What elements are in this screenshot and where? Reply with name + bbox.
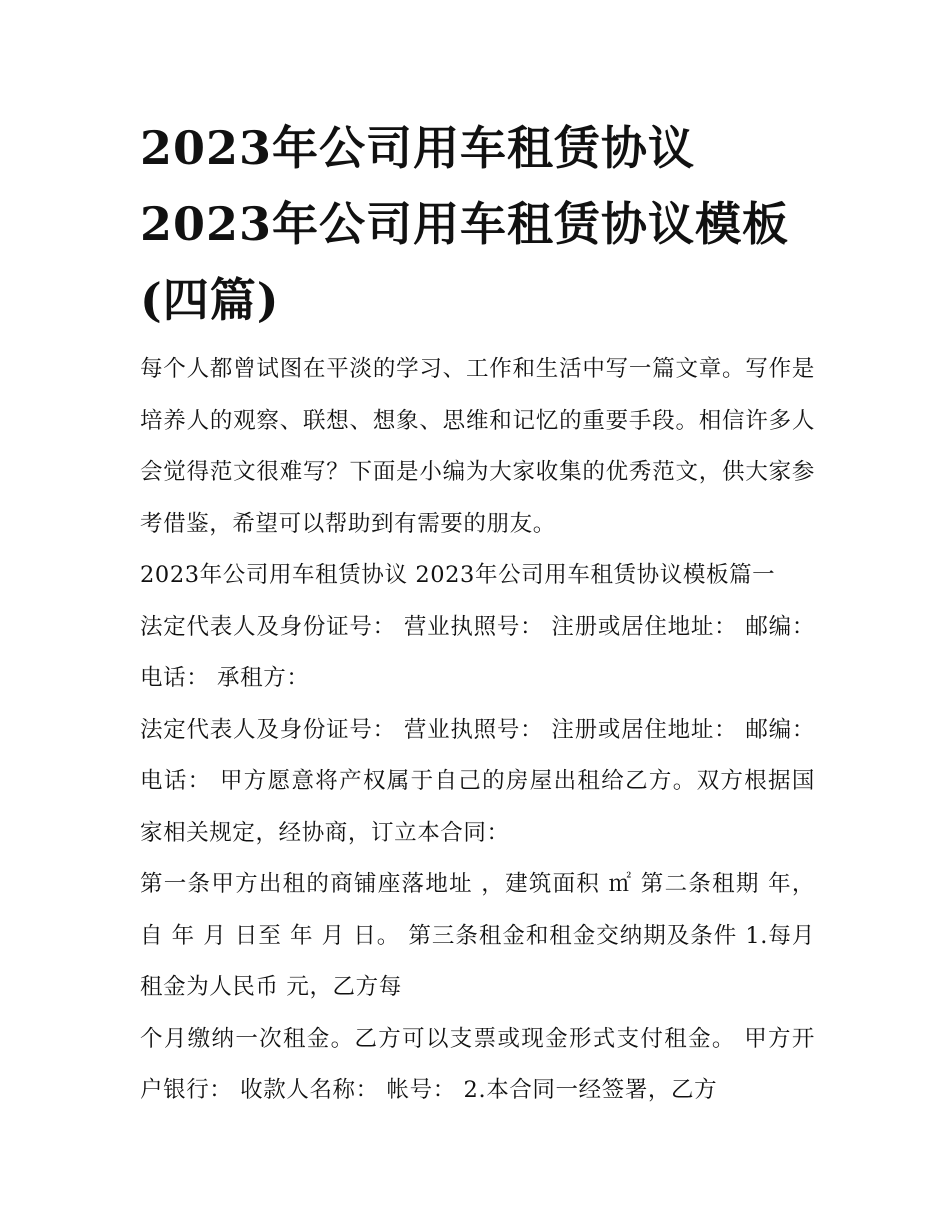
paragraph-lessor-info: 法定代表人及身份证号： 营业执照号： 注册或居住地址： 邮编： 电话： 承租方：: [140, 613, 815, 691]
title-line-2: 2023年公司用车租赁协议模板(四篇): [140, 197, 790, 327]
paragraph-payment: 个月缴纳一次租金。乙方可以支票或现金形式支付租金。 甲方开户银行： 收款人名称： 帐号： 2.本合同一经签署，乙方: [140, 1025, 815, 1103]
document-title: [140, 110, 815, 338]
title-line-1: 2023年公司用车租赁协议: [140, 121, 696, 175]
paragraph-lessee-info: 法定代表人及身份证号： 营业执照号： 注册或居住地址： 邮编： 电话： 甲方愿意将产权属于自己的房屋出租给乙方。双方根据国家相关规定，经协商，订立本合同：: [140, 716, 815, 846]
paragraph-section-heading: 2023年公司用车租赁协议 2023年公司用车租赁协议模板篇一: [140, 562, 776, 588]
document-page: [140, 110, 815, 1117]
paragraph-intro: 每个人都曾试图在平淡的学习、工作和生活中写一篇文章。写作是培养人的观察、联想、想象、思维和记忆的重要手段。相信许多人会觉得范文很难写？下面是小编为大家收集的优秀范文，供大家参考借鉴，希望可以帮助到有需要的朋友。: [140, 356, 815, 537]
paragraph-article-1-3: 第一条甲方出租的商铺座落地址 ，建筑面积 ㎡ 第二条租期 年，自 年 月 日至 年 月 日。 第三条租金和租金交纳期及条件 1.每月租金为人民币 元，乙方每: [140, 871, 815, 1000]
